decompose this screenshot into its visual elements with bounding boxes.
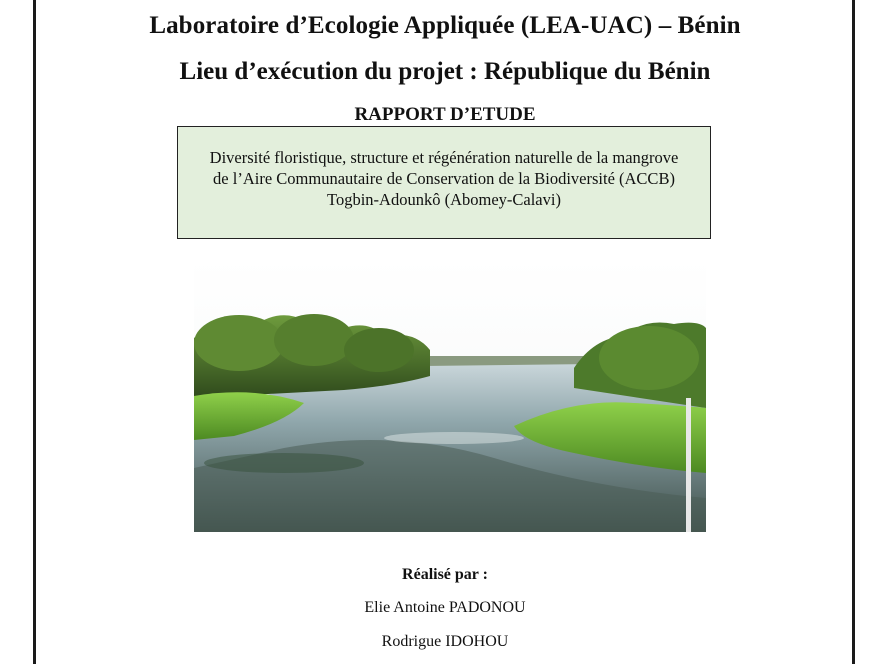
study-title-line: de l’Aire Communautaire de Conservation de la Biodiversité (ACCB): [213, 169, 675, 188]
page-border-left: [33, 0, 36, 664]
credit-label: Réalisé par :: [402, 566, 488, 583]
study-title-line: Diversité floristique, structure et régénération naturelle de la mangrove: [209, 148, 679, 167]
institution-heading: Laboratoire d’Ecologie Appliquée (LEA-UAC) – Bénin: [149, 12, 741, 39]
mangrove-photo: [194, 258, 706, 532]
location-heading: Lieu d’exécution du projet : République du Bénin: [179, 58, 711, 85]
author-name: Elie Antoine PADONOU: [364, 599, 526, 616]
study-title-line: Togbin-Adounkô (Abomey-Calavi): [327, 190, 561, 209]
page-border-right: [852, 0, 855, 664]
author-name: Rodrigue IDOHOU: [381, 633, 509, 650]
study-title-box: [177, 126, 711, 239]
report-type-heading: RAPPORT D’ETUDE: [354, 104, 536, 125]
